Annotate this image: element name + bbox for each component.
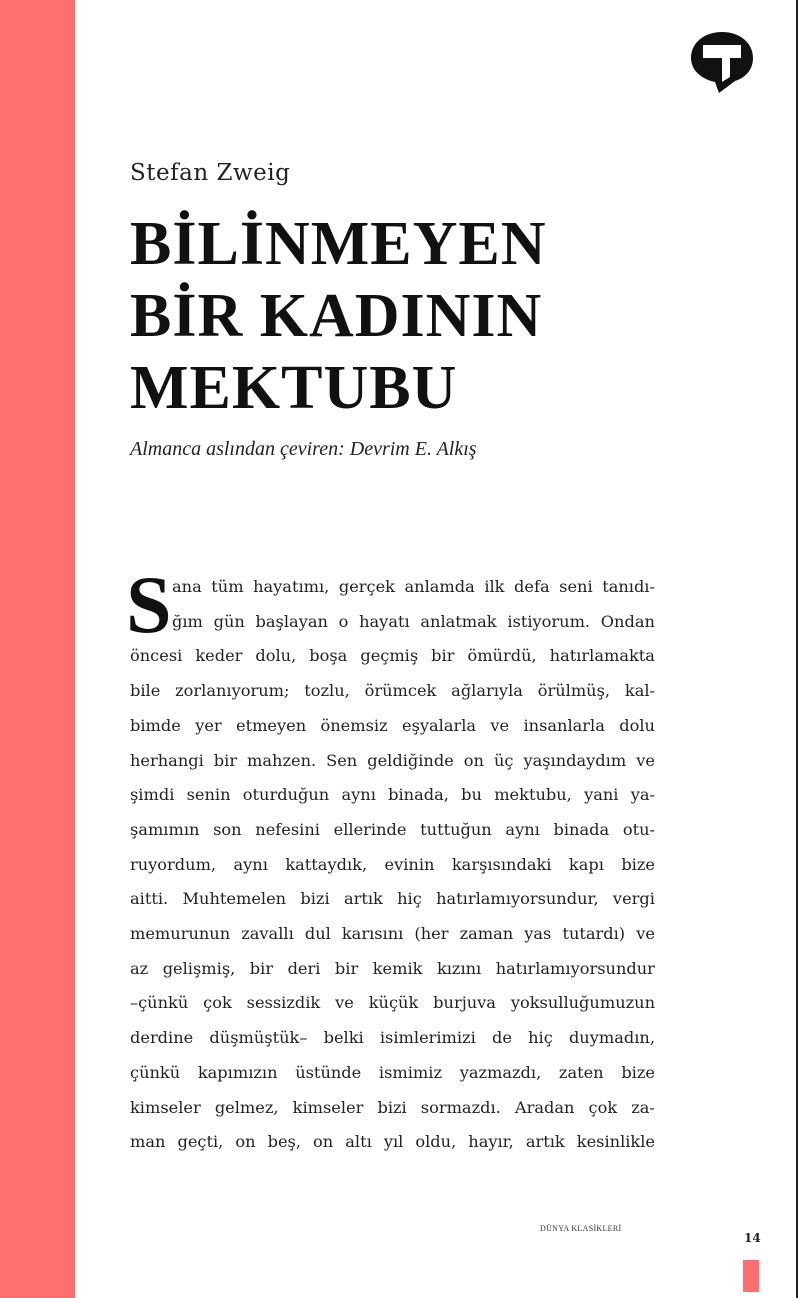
text-line: –çünkü çok sessizdik ve küçük burjuva yoksulluğumuzun xyxy=(130,993,655,1013)
text-line: ana tüm hayatımı, gerçek anlamda ilk defa seni tanıdı- xyxy=(172,577,655,596)
accent-band xyxy=(0,0,75,1298)
title-line: BİLİNMEYEN xyxy=(130,210,547,278)
text-line: az gelişmiş, bir deri bir kemik kızını hatırlamıyorsundur xyxy=(130,958,655,978)
page-marker xyxy=(743,1260,759,1292)
page-edge xyxy=(796,0,798,1298)
text-line: derdine düşmüştük– belki isimlerimizi de hiç duymadın, xyxy=(130,1028,655,1048)
text-line: memurunun zavallı dul karısını (her zaman yas tutardı) ve xyxy=(130,924,655,944)
text-line: man geçti, on beş, on altı yıl oldu, hayır, artık kesinlikle xyxy=(130,1132,655,1152)
text-line: şimdi senin oturduğun aynı binada, bu mektubu, yani ya- xyxy=(130,785,655,805)
page-number: 14 xyxy=(744,1231,761,1245)
text-line: şamımın son nefesini ellerinde tuttuğun aynı binada otu- xyxy=(130,819,655,839)
book-title xyxy=(130,208,547,424)
drop-cap: S xyxy=(126,559,172,650)
text-line: ruyordum, aynı kattaydık, evinin karşısındaki kapı bize xyxy=(130,854,655,874)
title-line: BİR KADININ xyxy=(130,282,543,350)
text-line: ğım gün başlayan o hayatı anlatmak istiyorum. Ondan xyxy=(172,611,655,631)
text-line: kimseler gelmez, kimseler bizi sormazdı. Aradan çok za- xyxy=(130,1097,655,1117)
series-name: DÜNYA KLASİKLERİ xyxy=(540,1224,622,1233)
text-line: öncesi keder dolu, boşa geçmiş bir ömürdü, hatırlamakta xyxy=(130,646,655,666)
author-name: Stefan Zweig xyxy=(130,160,291,186)
title-line: MEKTUBU xyxy=(130,354,458,422)
text-line: herhangi bir mahzen. Sen geldiğinde on üç yaşındaydım ve xyxy=(130,750,655,770)
body-text xyxy=(126,559,655,1160)
text-line: bile zorlanıyorum; tozlu, örümcek ağlarıyla örülmüş, kal- xyxy=(130,681,655,701)
text-line: aitti. Muhtemelen bizi artık hiç hatırlamıyorsundur, vergi xyxy=(130,889,655,909)
text-line: çünkü kapımızın üstünde ismimiz yazmazdı, zaten bize xyxy=(130,1062,655,1082)
translator-credit: Almanca aslından çeviren: Devrim E. Alkış xyxy=(130,438,477,460)
publisher-logo-icon xyxy=(689,30,755,94)
text-line: bimde yer etmeyen önemsiz eşyalarla ve insanlarla dolu xyxy=(130,715,655,735)
